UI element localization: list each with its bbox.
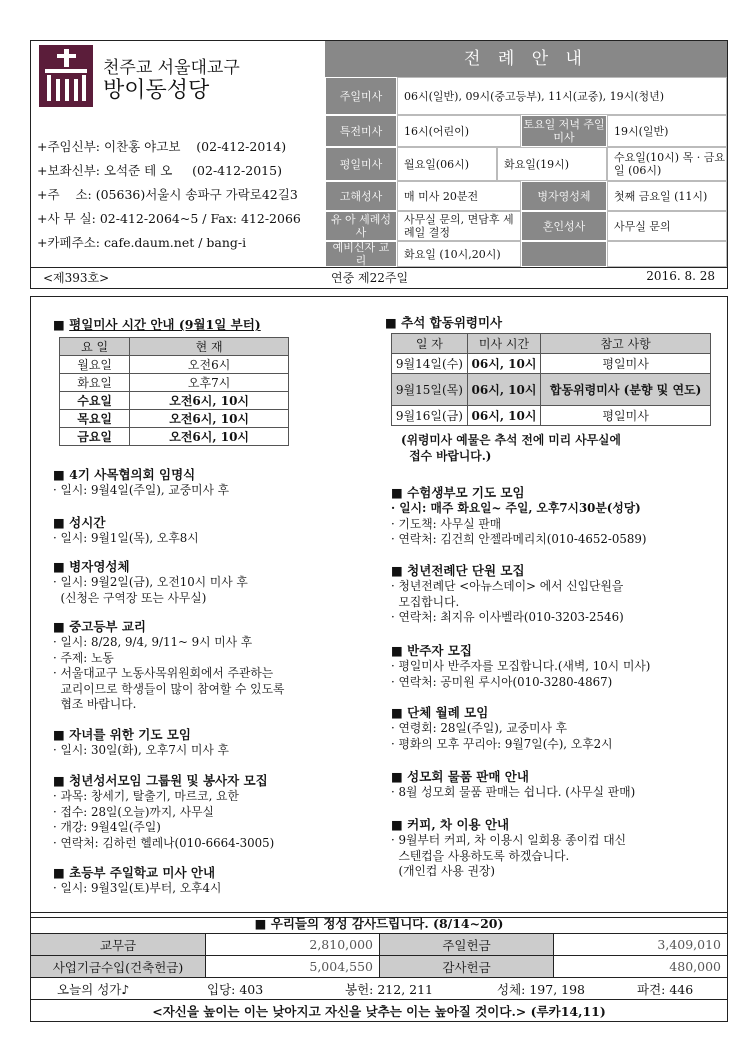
notice-s2 xyxy=(53,513,199,547)
table-cell: 오후7시 xyxy=(130,374,289,392)
notice-title: ■ 청년성서모임 그룹원 및 봉사자 모집 xyxy=(53,773,268,788)
marriage-value: 사무실 문의 xyxy=(607,211,727,241)
notice-line: · 연령회: 28일(주일), 교중미사 후 xyxy=(391,721,568,735)
special-label: 특전미사 xyxy=(325,115,397,147)
offering-amount: 3,409,010 xyxy=(553,933,727,955)
notice-r4 xyxy=(391,703,613,752)
notice-s4 xyxy=(53,617,284,713)
table-cell: 월요일 xyxy=(60,356,130,374)
notice-title: ■ 4기 사목협의회 임명식 xyxy=(53,467,196,482)
confession-label: 고해성사 xyxy=(325,181,397,211)
empty-cell xyxy=(607,241,727,267)
notice-line: 교리이므로 학생들이 많이 참여할 수 있도록 xyxy=(53,681,285,696)
sat-value: 19시(일반) xyxy=(607,115,727,147)
offering-label: 주일헌금 xyxy=(379,933,553,955)
sick-label: 병자영성체 xyxy=(521,181,607,211)
offering-label: 감사헌금 xyxy=(379,955,553,977)
liturgy-title: 전 례 안 내 xyxy=(325,41,727,77)
info-value: (05636)서울시 송파구 가락로42길3 xyxy=(95,187,298,202)
table-cell: 오전6시, 10시 xyxy=(130,392,289,410)
infant-label: 유 아 세례성사 xyxy=(325,211,397,241)
chuseok-table xyxy=(391,333,711,426)
info-value: 02-412-2064~5 / Fax: 412-2066 xyxy=(99,211,301,226)
issue-bar xyxy=(30,266,728,289)
info-label: +주임신부: xyxy=(37,139,100,154)
offering-amount: 5,004,550 xyxy=(205,955,379,977)
notice-line: · 연락처: 김하런 헬레나(010-6664-3005) xyxy=(53,835,275,850)
table-header: 현 재 xyxy=(130,338,289,356)
notice-line: · 일시: 9월3일(토)부터, 오후4시 xyxy=(53,881,222,895)
infant-value: 사무실 문의, 면담후 세례일 결정 xyxy=(397,211,521,241)
offering-amount: 2,810,000 xyxy=(205,933,379,955)
chuseok-title: ■ 추석 합동위령미사 xyxy=(385,315,503,330)
table-header: 미사 시간 xyxy=(467,334,540,354)
notice-line: · 청년전례단 <아뉴스데이> 에서 신입단원을 xyxy=(391,579,624,593)
chuseok-note xyxy=(401,433,621,464)
notice-line: · 연락처: 공미원 루시아(010-3280-4867) xyxy=(391,674,613,689)
table-cell: 06시, 10시 xyxy=(467,354,540,374)
assistant-info xyxy=(37,161,282,179)
cafe-info xyxy=(37,233,246,251)
notice-line: · 과목: 창세기, 탈출기, 마르코, 요한 xyxy=(53,789,239,803)
liturgical-week: 연중 제22주일 xyxy=(331,271,409,285)
notice-line: (위령미사 예물은 추석 전에 미리 사무실에 xyxy=(401,433,621,447)
table-cell: 06시, 10시 xyxy=(467,406,540,426)
hymn-offertory: 봉헌: 212, 211 xyxy=(345,981,433,997)
info-value: cafe.daum.net / bang-i xyxy=(103,235,247,250)
pastor-info xyxy=(37,137,286,155)
notice-title: ■ 커피, 차 이용 안내 xyxy=(391,817,510,832)
weekday-table xyxy=(59,337,289,446)
table-cell: 9월16일(금) xyxy=(392,406,468,426)
notice-title: ■ 병자영성체 xyxy=(53,559,130,574)
table-cell: 합동위령미사 (분향 및 연도) xyxy=(541,374,711,406)
table-cell: 오전6시 xyxy=(130,356,289,374)
parish-name: 방이동성당 xyxy=(103,78,210,103)
table-cell: 9월15일(목) xyxy=(392,374,468,406)
sick-value: 첫째 금요일 (11시) xyxy=(607,181,727,211)
sunday-value: 06시(일반), 09시(중고등부), 11시(교중), 19시(청년) xyxy=(397,77,727,115)
parish-logo xyxy=(39,45,93,107)
notice-s7 xyxy=(53,863,221,897)
notice-line: · 평화의 모후 꾸리아: 9월7일(수), 오후2시 xyxy=(391,736,613,751)
notice-line: · 9월부터 커피, 차 이용시 일회용 종이컵 대신 xyxy=(391,833,626,847)
info-label: +보좌신부: xyxy=(37,163,100,178)
hymn-recession: 파견: 446 xyxy=(637,981,694,997)
notice-line: · 일시: 9월2일(금), 오전10시 미사 후 xyxy=(53,575,248,589)
notice-line: · 연락처: 최지유 이사벨라(010-3203-2546) xyxy=(391,610,624,624)
thanks-line: ■ 우리들의 정성 감사드립니다. (8/14~20) xyxy=(254,916,504,931)
info-label: +사 무 실: xyxy=(37,211,96,226)
notice-line: · 8월 성모회 물품 판매는 쉽니다. (사무실 판매) xyxy=(391,785,636,799)
scripture-quote: <자신을 높이는 이는 낮아지고 자신을 낮추는 이는 높아질 것이다.> (루카14,11) xyxy=(31,999,727,1021)
bulletin-header xyxy=(30,40,728,268)
table-cell: 금요일 xyxy=(60,428,130,446)
marriage-label: 혼인성사 xyxy=(521,211,607,241)
hymn-communion: 성체: 197, 198 xyxy=(497,981,585,997)
notice-line: · 평일미사 반주자를 모집합니다.(새벽, 10시 미사) xyxy=(391,659,651,673)
confession-value: 매 미사 20분전 xyxy=(397,181,521,211)
liturgy-table xyxy=(325,41,727,267)
notice-r6 xyxy=(391,815,626,880)
notice-r1 xyxy=(391,483,646,548)
offering-label: 사업기금수입(건축헌금) xyxy=(31,955,205,977)
bulletin-body xyxy=(30,296,728,918)
notice-line: · 일시: 8/28, 9/4, 9/11~ 9시 미사 후 xyxy=(53,635,253,649)
info-value: 이찬홍 야고보 (02-412-2014) xyxy=(103,139,287,154)
table-cell: 평일미사 xyxy=(541,354,711,374)
table-header: 일 자 xyxy=(392,334,468,354)
notice-line: · 일시: 9월1일(목), 오후8시 xyxy=(53,531,199,545)
issue-number: <제393호> xyxy=(43,271,110,285)
notice-line: · 일시: 9월4일(주일), 교중미사 후 xyxy=(53,483,230,497)
notice-r2 xyxy=(391,561,624,626)
catechumen-value: 화요일 (10시,20시) xyxy=(397,241,521,267)
table-cell: 수요일 xyxy=(60,392,130,410)
notice-line: 스텐컵을 사용하도록 하겠습니다. xyxy=(391,848,570,863)
notice-title: ■ 자녀를 위한 기도 모임 xyxy=(53,727,191,742)
offering-label: 교무금 xyxy=(31,933,205,955)
weekday-mon: 월요일(06시) xyxy=(397,147,497,181)
notice-line: 접수 바랍니다.) xyxy=(401,448,492,463)
hymn-label: 오늘의 성가♪ xyxy=(57,981,130,997)
notice-line: · 연락처: 김건희 안젤라메리치(010-4652-0589) xyxy=(391,532,647,546)
empty-cell xyxy=(521,241,607,267)
office-info xyxy=(37,209,301,227)
sat-label: 토요일 저녁 주일 미사 xyxy=(521,115,607,147)
notice-title: ■ 성시간 xyxy=(53,515,106,530)
special-value: 16시(어린이) xyxy=(397,115,521,147)
notice-title: ■ 성모회 물품 판매 안내 xyxy=(391,769,529,784)
table-cell: 06시, 10시 xyxy=(467,374,540,406)
notice-line: · 일시: 매주 화요일~ 주일, 오후7시30분(성당) xyxy=(391,501,641,515)
table-cell: 오전6시, 10시 xyxy=(130,428,289,446)
table-header: 참고 사항 xyxy=(541,334,711,354)
notice-line: 모집합니다. xyxy=(391,594,460,609)
table-cell: 평일미사 xyxy=(541,406,711,426)
weekday-rest: 수요일(10시) 목 · 금요일 (06시) xyxy=(607,147,727,181)
notice-r5 xyxy=(391,767,635,801)
notice-title: ■ 초등부 주일학교 미사 안내 xyxy=(53,865,216,880)
weekday-tue: 화요일(19시) xyxy=(497,147,607,181)
offering-amount: 480,000 xyxy=(553,955,727,977)
archdiocese-name: 천주교 서울대교구 xyxy=(103,58,240,78)
weekday-notice-title: ■ 평일미사 시간 안내 (9월1일 부터) xyxy=(53,317,261,332)
notice-r3 xyxy=(391,641,650,690)
notice-line: (개인컵 사용 권장) xyxy=(391,864,495,878)
notice-line: (신청은 구역장 또는 사무실) xyxy=(53,590,207,605)
notice-line: · 개강: 9월4일(주일) xyxy=(53,820,161,834)
weekday-label: 평일미사 xyxy=(325,147,397,181)
notice-line: · 주제: 노동 xyxy=(53,650,114,665)
table-cell: 목요일 xyxy=(60,410,130,428)
notice-title: ■ 중고등부 교리 xyxy=(53,619,146,634)
notice-title: ■ 청년전례단 단원 모집 xyxy=(391,563,525,578)
sunday-label: 주일미사 xyxy=(325,77,397,115)
notice-title: ■ 수험생부모 기도 모임 xyxy=(391,485,525,500)
info-label: +카페주소: xyxy=(37,235,100,250)
notice-line: · 일시: 30일(화), 오후7시 미사 후 xyxy=(53,743,229,757)
table-cell: 오전6시, 10시 xyxy=(130,410,289,428)
table-cell: 9월14일(수) xyxy=(392,354,468,374)
notice-s1 xyxy=(53,465,229,499)
table-header: 요 일 xyxy=(60,338,130,356)
notice-line: · 서울대교구 노동사목위원회에서 주관하는 xyxy=(53,666,274,680)
notice-s5 xyxy=(53,725,229,759)
notice-s6 xyxy=(53,771,274,851)
hymn-row xyxy=(31,977,727,999)
info-value: 오석준 테 오 (02-412-2015) xyxy=(103,163,282,178)
address-info xyxy=(37,185,298,203)
notice-title: ■ 반주자 모집 xyxy=(391,643,472,658)
notice-line: · 접수: 28일(오늘)까지, 사무실 xyxy=(53,804,214,819)
table-cell: 화요일 xyxy=(60,374,130,392)
catechumen-label: 예비신자 교 리 xyxy=(325,241,397,267)
notice-line: · 기도책: 사무실 판매 xyxy=(391,516,502,531)
hymn-entrance: 입당: 403 xyxy=(207,981,264,997)
offering-footer xyxy=(30,912,728,1022)
issue-date: 2016. 8. 28 xyxy=(646,269,715,283)
notice-s3 xyxy=(53,557,248,606)
notice-line: 협조 바랍니다. xyxy=(53,697,137,711)
info-label: +주 소: xyxy=(37,187,92,202)
notice-title: ■ 단체 월례 모임 xyxy=(391,705,489,720)
